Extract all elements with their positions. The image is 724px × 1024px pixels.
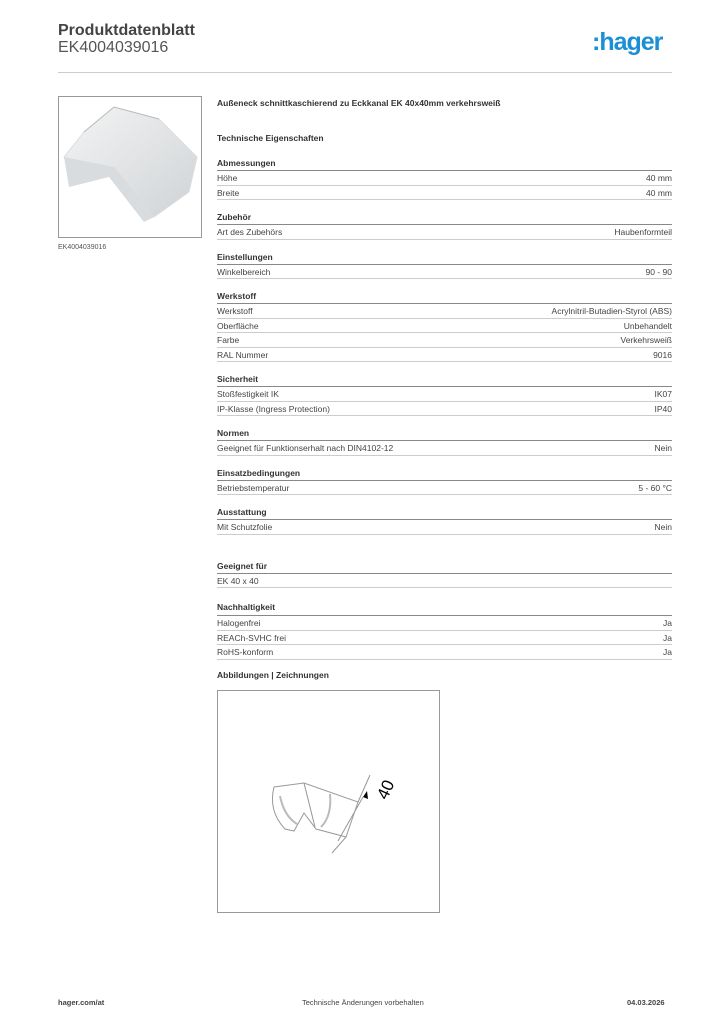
property-value: 40 mm [646, 173, 672, 183]
section-title: Normen [217, 426, 672, 441]
header-divider [58, 72, 672, 73]
property-row [217, 645, 672, 660]
section-nachhaltigkeit [217, 598, 672, 660]
property-value: Unbehandelt [623, 320, 672, 331]
section-abmessungen [217, 156, 672, 200]
property-label: RAL Nummer [217, 349, 269, 360]
property-row [217, 319, 672, 334]
section-title: Ausstattung [217, 505, 672, 520]
property-value: 40 mm [646, 187, 672, 198]
footer-date: 04.03.2026 [627, 998, 665, 1007]
technical-drawing [217, 690, 440, 913]
property-label: Art des Zubehörs [217, 227, 283, 237]
property-label: REACh-SVHC frei [217, 632, 286, 643]
section-title: Sicherheit [217, 372, 672, 387]
section-title: Einstellungen [217, 250, 672, 265]
page-title: Produktdatenblatt [58, 22, 195, 39]
property-label: Geeignet für Funktionserhalt nach DIN4102-12 [217, 443, 394, 453]
section-einstellungen [217, 250, 672, 280]
image-caption: EK4004039016 [58, 244, 107, 251]
property-row [217, 481, 672, 496]
dimension-label: 40 [373, 777, 399, 803]
property-row [217, 441, 672, 456]
property-label: RoHS-konform [217, 647, 274, 657]
property-value: Ja [663, 618, 672, 628]
property-row [217, 265, 672, 280]
property-row [217, 348, 672, 363]
property-label: Winkelbereich [217, 266, 271, 277]
properties [217, 96, 672, 660]
property-label: EK 40 x 40 [217, 575, 259, 586]
property-label: Farbe [217, 335, 240, 345]
property-value: 9016 [653, 349, 672, 360]
property-label: Stoßfestigkeit IK [217, 389, 279, 399]
footer-note: Technische Änderungen vorbehalten [302, 998, 424, 1007]
property-label: Betriebstemperatur [217, 482, 290, 493]
property-value: Ja [663, 632, 672, 643]
property-value: 90 - 90 [645, 266, 672, 277]
section-geeignet-für [217, 559, 672, 589]
section-ausstattung [217, 505, 672, 535]
property-value: Haubenformteil [614, 227, 672, 237]
property-row [217, 520, 672, 535]
product-description: Außeneck schnittkaschierend zu Eckkanal EK 40x40mm verkehrsweiß [217, 98, 501, 108]
property-row [217, 225, 672, 240]
section-title: Zubehör [217, 210, 672, 225]
hager-logo: :hager [592, 28, 663, 56]
section-title: Geeignet für [217, 559, 672, 574]
footer-website[interactable]: hager.com/at [58, 998, 105, 1007]
section-zubehör [217, 210, 672, 240]
property-value: Nein [654, 443, 672, 453]
property-row [217, 304, 672, 319]
section-title: Werkstoff [217, 289, 672, 304]
property-row [217, 574, 672, 589]
drawings-heading: Abbildungen | Zeichnungen [217, 670, 329, 680]
product-code: EK4004039016 [58, 39, 169, 56]
property-label: Höhe [217, 173, 238, 183]
section-sicherheit [217, 372, 672, 416]
property-label: Oberfläche [217, 320, 259, 331]
section-normen [217, 426, 672, 456]
property-value: IP40 [654, 403, 672, 414]
property-value: 5 - 60 °C [638, 482, 672, 493]
property-label: Breite [217, 187, 240, 198]
property-value: Nein [654, 522, 672, 532]
section-einsatzbedingungen [217, 466, 672, 496]
property-value: Acrylnitril-Butadien-Styrol (ABS) [551, 306, 672, 316]
property-label: Mit Schutzfolie [217, 522, 273, 532]
property-row [217, 171, 672, 186]
product-image [58, 96, 202, 238]
property-label: Werkstoff [217, 306, 253, 316]
section-title: Abmessungen [217, 156, 672, 171]
tech-heading: Technische Eigenschaften [217, 133, 324, 143]
property-value: IK07 [654, 389, 672, 399]
property-row [217, 616, 672, 631]
property-label: IP-Klasse (Ingress Protection) [217, 403, 330, 414]
property-row [217, 402, 672, 417]
property-row [217, 631, 672, 646]
property-row [217, 186, 672, 201]
property-value: Ja [663, 647, 672, 657]
section-title: Einsatzbedingungen [217, 466, 672, 481]
property-row [217, 387, 672, 402]
property-value: Verkehrsweiß [620, 335, 672, 345]
property-row [217, 333, 672, 348]
section-title: Nachhaltigkeit [217, 598, 672, 616]
section-werkstoff [217, 289, 672, 362]
property-label: Halogenfrei [217, 618, 261, 628]
